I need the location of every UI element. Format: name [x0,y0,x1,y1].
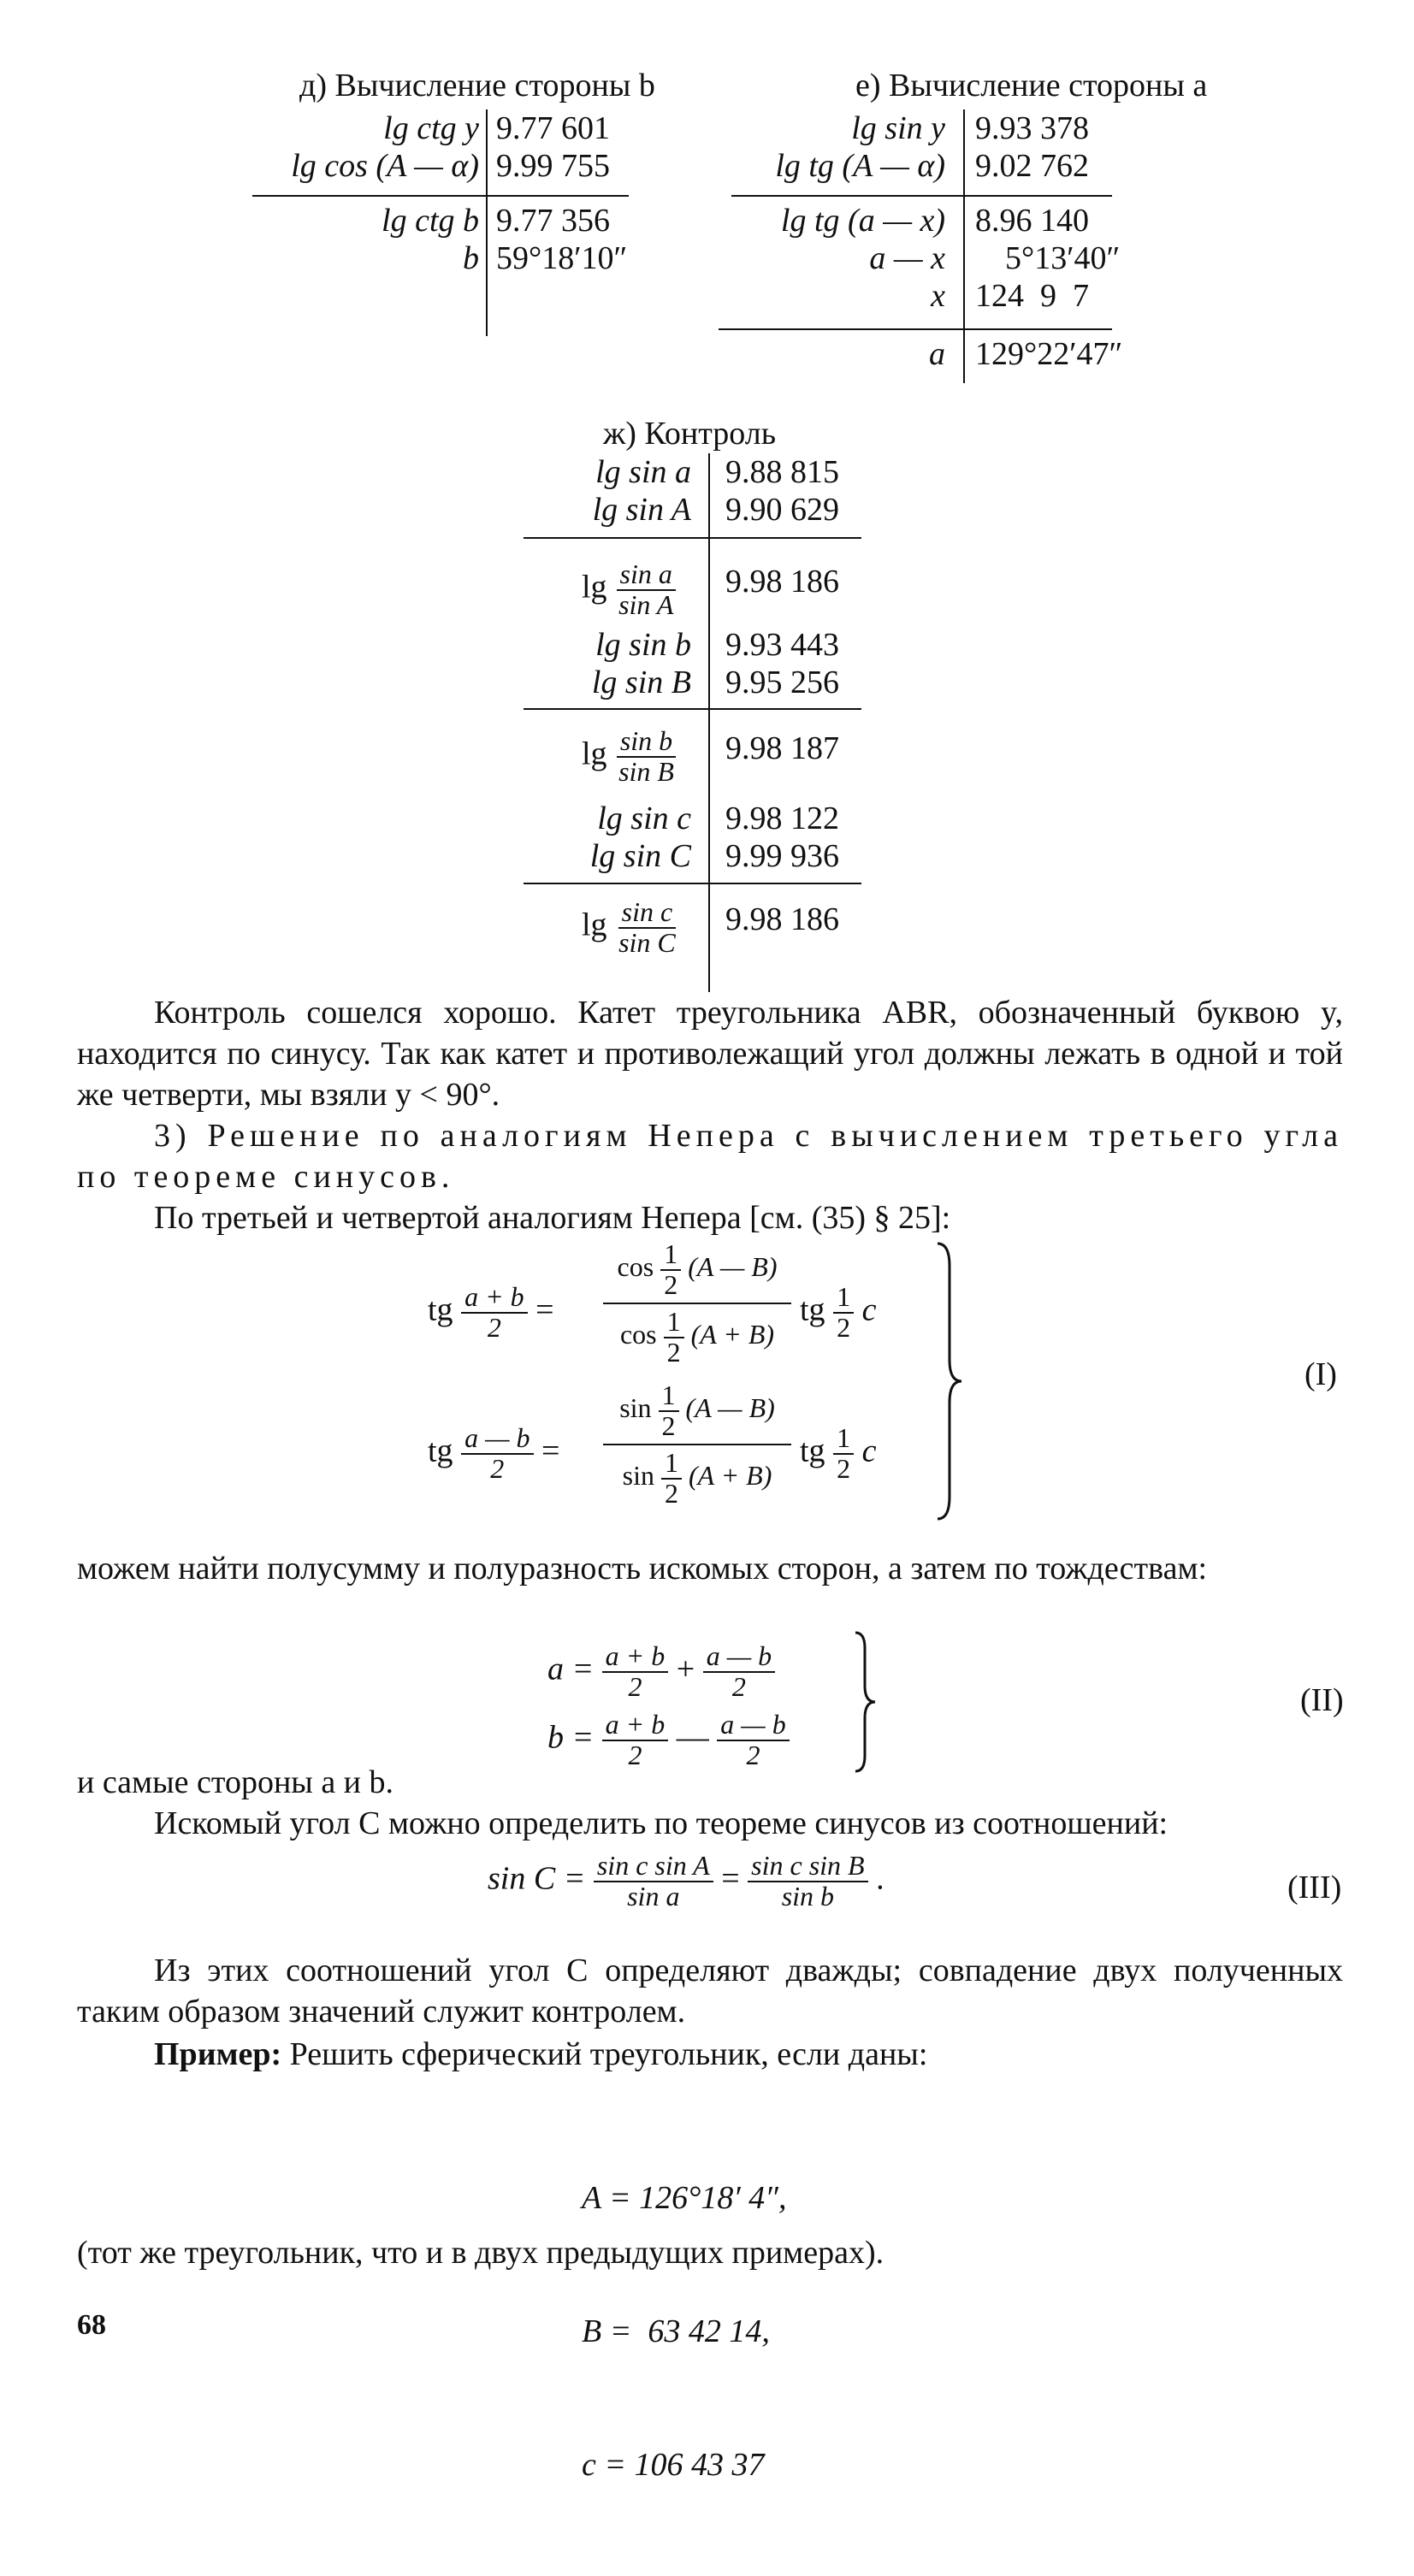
example-label: Пример: [154,2036,282,2072]
frac-num: sin c sin B [748,1852,867,1882]
lhs: sin C = [488,1860,586,1897]
table-e-value: 5°13′40″ [1005,240,1121,276]
table-d-label: lg ctg y [383,110,479,146]
page-number: 68 [77,2309,106,2341]
tg-symbol: tg [428,1291,453,1328]
table-g-frac-num: sin a [617,560,676,591]
paragraph: Из этих соотношений угол C определяют дважды; совпадение двух полученных таким образом значений служит контролем. [77,1953,1343,2029]
frac-den: 2 [490,1452,505,1484]
frac-num: 1 [661,1449,682,1480]
frac-num: a — b [703,1642,775,1673]
table-e-rule [731,195,1112,197]
cos-symbol: cos [617,1250,654,1282]
frac-den: 2 [731,1670,746,1702]
table-g-frac-den: sin A [618,588,674,620]
frac-num: a — b [717,1710,789,1741]
frac-den: sin a [627,1880,680,1911]
frac-num: 1 [833,1283,854,1314]
frac-num: a + b [602,1710,669,1741]
frac-den: 2 [487,1311,501,1343]
example-A: A = 126°18′ 4″, [582,2180,787,2216]
frac-num: a + b [461,1283,528,1314]
table-g-value: 9.99 936 [725,838,839,874]
table-g-label: lg sin C [589,838,691,874]
table-g-frac-num: sin b [617,727,676,758]
frac-num: a + b [602,1642,669,1673]
table-e-title: е) Вычисление стороны a [855,68,1208,103]
example-text: Решить сферический треугольник, если даны: [281,2036,928,2072]
table-e-value: 129°22′47″ [975,336,1123,372]
table-d-label: lg ctg b [382,203,479,239]
equation-label: (III) [1287,1870,1342,1905]
table-d-label: b [463,240,479,276]
table-e-value: 9.02 762 [975,148,1089,184]
frac-den: 2 [628,1670,642,1702]
table-e-label: lg tg (A — α) [775,148,945,184]
tg-symbol: tg [800,1433,825,1469]
table-e-value: 124 9 7 [975,278,1089,314]
frac-den: 2 [664,1477,678,1509]
table-g-lg: lg [582,907,607,943]
frac-den: 2 [628,1739,642,1770]
table-g-label: lg sin a [595,454,691,490]
table-g-frac-den: sin C [618,926,676,958]
table-g-value: 9.88 815 [725,454,839,490]
table-d-label: lg cos (A — α) [291,148,479,184]
table-d-value: 9.77 356 [496,203,610,239]
table-e-label: lg tg (a — x) [780,203,945,239]
table-d-value: 59°18′10″ [496,240,628,276]
table-g-lg: lg [582,736,607,772]
angle-sum: (A + B) [690,1319,775,1350]
sin-symbol: sin [619,1391,652,1423]
table-d-value: 9.77 601 [496,110,610,146]
table-g-divider [708,453,710,992]
tg-symbol: tg [800,1291,825,1328]
tg-symbol: tg [428,1433,453,1469]
table-g-value: 9.98 186 [725,564,839,600]
frac-num: sin c sin A [594,1852,713,1882]
table-d-rule [252,195,629,197]
table-g-value: 9.90 629 [725,492,839,528]
table-g-value: 9.98 187 [725,730,839,766]
table-g-rule [524,537,861,539]
table-d-value: 9.99 755 [496,148,610,184]
frac-den: 2 [666,1336,681,1368]
minus-sign: — [676,1719,709,1756]
table-g-value: 9.98 186 [725,901,839,937]
formula-III: sin C = $\frac{\text{sin c sin A}}{\text{sin a}}$ = $\frac{\text{sin c sin B}}{\text{sin b}}$ . [488,1850,884,1911]
paragraph: (тот же треугольник, что и в двух предыдущих примерах). [77,2235,884,2271]
cos-symbol: cos [619,1319,657,1350]
frac-den: 2 [837,1452,851,1484]
frac-den: 2 [837,1311,851,1343]
equation-label: (I) [1305,1356,1337,1392]
table-g-value: 9.95 256 [725,665,839,700]
paragraph: можем найти полусумму и полуразность искомых сторон, а затем по тождествам: [77,1551,1208,1586]
example-c: c = 106 43 37 [582,2447,765,2483]
table-e-value: 8.96 140 [975,203,1089,239]
formula-II [547,1629,864,1775]
table-e-label: lg sin y [851,110,945,146]
table-e-label: a [929,336,945,372]
frac-den: 2 [746,1739,760,1770]
paragraph: Контроль сошелся хорошо. Катет треугольника ABR, обозначенный буквою y, находится по синусу. Так как катет и противолежащий угол должны лежать в одной и той же четверти, мы взяли y < 90°. [77,995,1343,1113]
table-g-frac-num: sin c [618,898,677,929]
table-g-label: lg sin A [592,492,691,528]
equals-sign: = [541,1433,560,1469]
angle-diff: (A — B) [688,1250,778,1282]
table-e-label: a — x [869,240,945,276]
plus-sign: + [676,1651,695,1687]
frac-num: a — b [461,1424,533,1455]
section-heading: 3) Решение по аналогиям Непера с вычислением третьего угла по теореме синусов. [77,1118,1343,1195]
table-g-rule [524,883,861,884]
table-g-title: ж) Контроль [603,416,777,452]
lhs: b = [547,1719,595,1756]
table-g-label: lg sin b [595,627,691,663]
paragraph [77,2034,1343,2075]
frac-num: 1 [659,1381,679,1412]
table-d-title: д) Вычисление стороны b [299,68,655,103]
table-g-label: lg sin c [597,801,691,836]
formula-I [428,1240,958,1522]
table-g-label: lg sin B [591,665,691,700]
paragraph: Искомый угол C можно определить по теореме синусов из соотношений: [154,1805,1168,1841]
table-g-rule [524,708,861,710]
frac-den: 2 [664,1268,678,1300]
frac-den: sin b [781,1880,835,1911]
paragraph: и самые стороны a и b. [77,1764,394,1800]
angle-diff: (A — B) [685,1391,775,1423]
angle-sum: (A + B) [688,1460,772,1492]
table-g-lg: lg [582,569,607,606]
frac-num: 1 [660,1240,681,1271]
frac-num: 1 [833,1424,854,1455]
frac-den: 2 [661,1409,676,1441]
sin-symbol: sin [622,1460,654,1492]
equals-sign: = [535,1291,554,1328]
var-c: c [861,1291,877,1328]
equation-label: (II) [1300,1682,1344,1718]
table-g-value: 9.98 122 [725,801,839,836]
table-g-value: 9.93 443 [725,627,839,663]
paragraph: По третьей и четвертой аналогиям Непера [см. (35) § 25]: [154,1200,951,1236]
table-e-divider [963,109,965,383]
example-values [582,2087,787,2576]
var-c: c [861,1433,877,1469]
table-g-frac-den: sin B [618,755,674,787]
example-B: B = 63 42 14, [582,2313,770,2349]
equals-sign: = [721,1860,740,1897]
frac-num: 1 [664,1308,684,1338]
right-brace-icon [932,1240,967,1522]
lhs: a = [547,1651,595,1687]
table-e-label: x [931,278,945,314]
table-e-value: 9.93 378 [975,110,1089,146]
right-brace-icon [851,1629,882,1775]
table-e-rule [719,328,1112,330]
